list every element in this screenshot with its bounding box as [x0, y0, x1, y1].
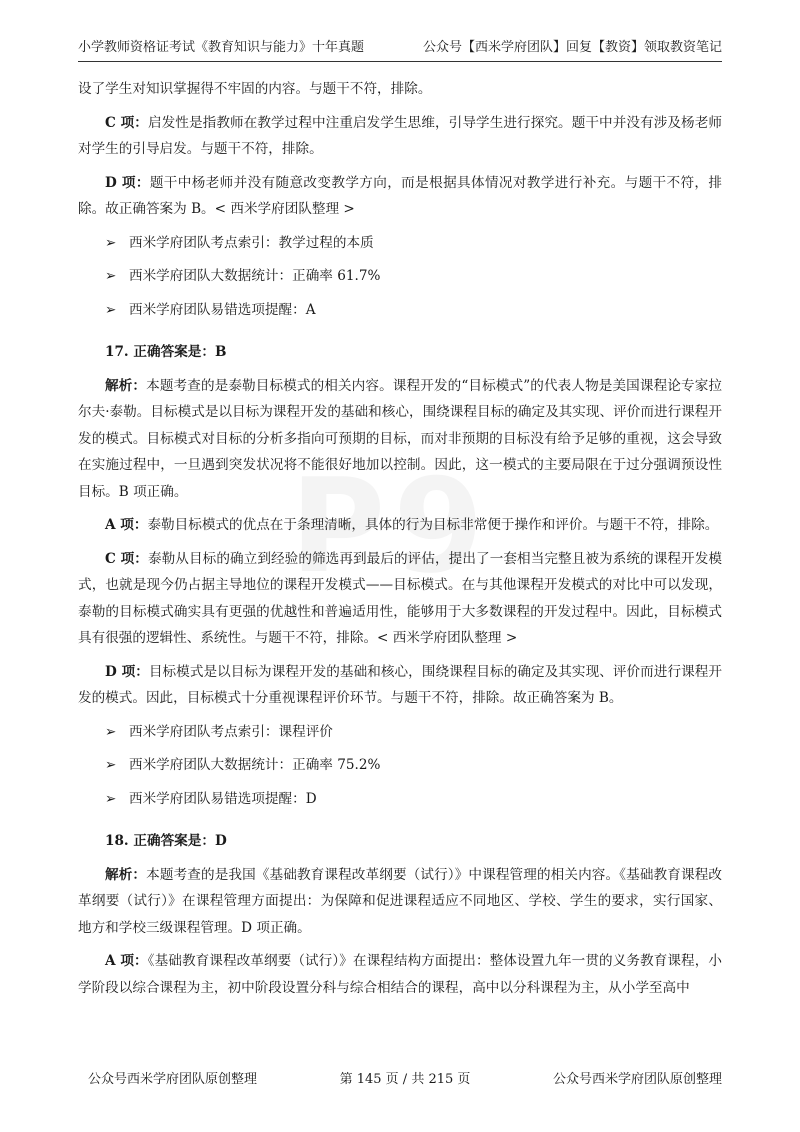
q16-bullet-stats: [78, 263, 722, 290]
option-text: 启发性是指教师在教学过程中注重启发学生思维，引导学生进行探究。题干中并没有涉及杨老师对学生的引导启发。与题干不符，排除。: [78, 114, 722, 157]
bullet-text: 西米学府团队易错选项提醒：D: [129, 790, 317, 807]
q18-option-a: [78, 948, 722, 1001]
q17-option-d: [78, 659, 722, 712]
q16-bullet-error-option: [78, 297, 722, 324]
footer-right: 公众号西米学府团队原创整理: [552, 1072, 722, 1087]
option-label: C 项：: [105, 114, 148, 131]
arrow-bullet-icon: ➢: [105, 790, 117, 807]
q17-bullet-error-option: [78, 786, 722, 813]
option-label: C 项：: [105, 550, 148, 567]
q18-analysis: [78, 862, 722, 942]
intro-line: 设了学生对知识掌握得不牢固的内容。与题干不符，排除。: [78, 81, 432, 97]
option-label: D 项：: [105, 663, 149, 680]
bullet-text: 西米学府团队考点索引：课程评价: [129, 723, 333, 740]
arrow-bullet-icon: ➢: [105, 757, 117, 773]
bullet-text: 西米学府团队考点索引：教学过程的本质: [129, 234, 374, 251]
bullet-text: 西米学府团队大数据统计：正确率 61.7%: [129, 268, 381, 284]
bullet-text: 西米学府团队大数据统计：正确率 75.2%: [129, 757, 381, 773]
option-label: D 项：: [105, 174, 150, 191]
header-right-note: 公众号【西米学府团队】回复【教资】领取教资笔记: [422, 40, 722, 55]
analysis-label: 解析：: [105, 866, 147, 883]
q16-option-d: [78, 170, 722, 223]
page-header: [78, 40, 722, 62]
option-text: 《基础教育课程改革纲要（试行）》在课程结构方面提出：整体设置九年一贯的义务教育课程，小学阶段以综合课程为主，初中阶段设置分科与综合相结合的课程，高中以分科课程为主，从小学至高中: [78, 953, 723, 996]
arrow-bullet-icon: ➢: [105, 234, 117, 251]
analysis-text: 本题考查的是我国《基础教育课程改革纲要（试行）》中课程管理的相关内容。《基础教育课程改革纲要（试行）》在课程管理方面提出：为保障和促进课程适应不同地区、学校、学生的要求，实行国家、地方和学校三级课程管理。D 项正确。: [78, 866, 722, 936]
arrow-bullet-icon: ➢: [105, 723, 117, 740]
option-text: 泰勒目标模式的优点在于条理清晰，具体的行为目标非常便于操作和评价。与题干不符，排除。: [147, 517, 719, 533]
q16-bullet-keypoint: [78, 230, 722, 257]
option-text: 目标模式是以目标为课程开发的基础和核心，围绕课程目标的确定及其实现、评价而进行课程开发的模式。因此，目标模式十分重视课程评价环节。与题干不符，排除。故正确答案为 B。: [78, 663, 722, 706]
q17-analysis: [78, 373, 722, 506]
q16-option-c: [78, 110, 722, 163]
arrow-bullet-icon: ➢: [105, 301, 117, 318]
option-label: A 项：: [105, 953, 148, 969]
bullet-text: 西米学府团队易错选项提醒：A: [129, 301, 316, 318]
page-footer: [88, 1072, 722, 1088]
analysis-label: 解析：: [105, 377, 147, 394]
q17-bullet-keypoint: [78, 719, 722, 746]
header-left-title: 小学教师资格证考试《教育知识与能力》十年真题: [78, 40, 365, 55]
page-number: 第 145 页 / 共 215 页: [339, 1072, 471, 1087]
q17-option-a: [78, 512, 722, 539]
q18-title: 18. 正确答案是：D: [105, 833, 227, 849]
document-body: [78, 76, 722, 1008]
arrow-bullet-icon: ➢: [105, 268, 117, 284]
footer-left: 公众号西米学府团队原创整理: [88, 1072, 258, 1087]
analysis-text: 本题考查的是泰勒目标模式的相关内容。课程开发的“目标模式”的代表人物是美国课程论专家拉尔夫·泰勒。目标模式是以目标为课程开发的基础和核心，围绕课程目标的确定及其实现、评价而进行课程开发的模式。目标模式对目标的分析多指向可预期的目标，而对非预期的目标没有给予足够的重视，这会导致在实施过程中，一旦遇到突发状况将不能很好地加以控制。因此，这一模式的主要局限在于过分强调预设性目标。B 项正确。: [78, 377, 723, 500]
option-text: 题干中杨老师并没有随意改变教学方向，而是根据具体情况对教学进行补充。与题干不符，排除。故正确答案为 B。< 西米学府团队整理 >: [78, 174, 722, 217]
option-label: A 项：: [105, 517, 148, 533]
option-text: 泰勒从目标的确立到经验的筛选再到最后的评估，提出了一套相当完整且被为系统的课程开发模式，也就是现今仍占据主导地位的课程开发模式——目标模式。在与其他课程开发模式的对比中可以发现，泰勒的目标模式确实具有更强的优越性和普遍适用性，能够用于大多数课程的开发过程中。因此，目标模式具有很强的逻辑性、系统性。与题干不符，排除。< 西米学府团队整理 >: [78, 550, 722, 646]
q17-option-c: [78, 546, 722, 652]
q17-title: 17. 正确答案是：B: [105, 344, 227, 360]
q17-bullet-stats: [78, 752, 722, 779]
